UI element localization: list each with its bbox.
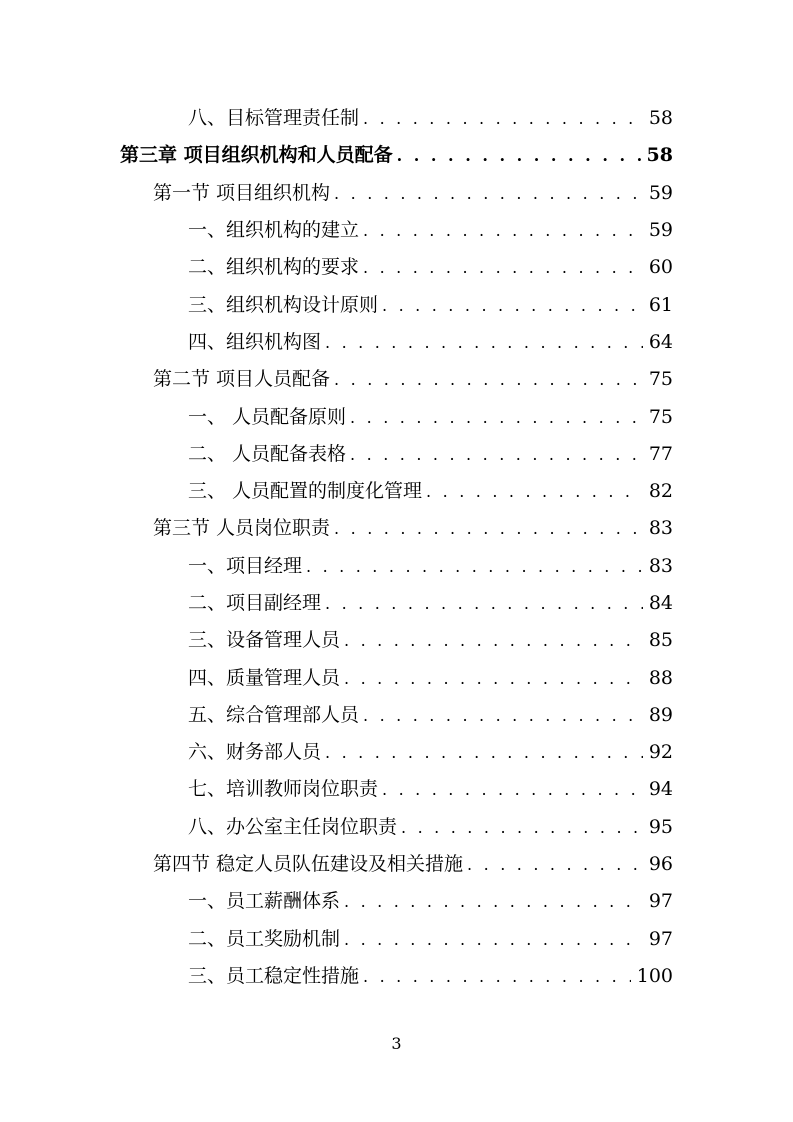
toc-entry-page: 60 bbox=[648, 256, 673, 279]
toc-entry-title: 第一节 项目组织机构 bbox=[153, 181, 331, 204]
toc-entry[interactable] bbox=[0, 622, 793, 659]
toc-entry-title: 第四节 稳定人员队伍建设及相关措施 bbox=[153, 853, 464, 876]
toc-entry[interactable] bbox=[0, 510, 793, 547]
dot-leader bbox=[426, 484, 643, 500]
dot-leader bbox=[344, 633, 643, 649]
toc-entry-title: 一、员工薪酬体系 bbox=[188, 890, 341, 913]
toc-entry[interactable] bbox=[0, 771, 793, 808]
toc-entry[interactable] bbox=[0, 697, 793, 734]
toc-entry[interactable] bbox=[0, 809, 793, 846]
toc-entry[interactable] bbox=[0, 175, 793, 212]
toc-entry[interactable] bbox=[0, 212, 793, 249]
toc-entry-page: 94 bbox=[648, 778, 673, 801]
toc-entry-title: 三、 人员配置的制度化管理 bbox=[188, 480, 423, 503]
toc-entry-title: 七、培训教师岗位职责 bbox=[188, 778, 379, 801]
dot-leader bbox=[363, 223, 643, 239]
toc-entry-title: 三、设备管理人员 bbox=[188, 629, 341, 652]
toc-entry-page: 97 bbox=[648, 890, 673, 913]
dot-leader bbox=[363, 969, 631, 985]
table-of-contents bbox=[0, 100, 793, 995]
toc-entry-page: 82 bbox=[648, 480, 673, 503]
toc-entry-title: 二、员工奖励机制 bbox=[188, 927, 341, 950]
dot-leader bbox=[325, 335, 643, 351]
toc-entry[interactable] bbox=[0, 958, 793, 995]
toc-entry-page: 75 bbox=[648, 368, 673, 391]
toc-entry[interactable] bbox=[0, 734, 793, 771]
toc-entry-page: 97 bbox=[648, 927, 673, 950]
toc-entry[interactable] bbox=[0, 921, 793, 958]
toc-entry-page: 96 bbox=[648, 853, 673, 876]
dot-leader bbox=[344, 671, 643, 687]
toc-entry-title: 五、综合管理部人员 bbox=[188, 703, 360, 726]
toc-entry[interactable] bbox=[0, 286, 793, 323]
toc-entry-page: 83 bbox=[648, 517, 673, 540]
dot-leader bbox=[397, 148, 641, 164]
dot-leader bbox=[325, 745, 643, 761]
toc-entry-page: 61 bbox=[648, 293, 673, 316]
dot-leader bbox=[344, 894, 643, 910]
dot-leader bbox=[382, 782, 643, 798]
toc-entry-title: 六、财务部人员 bbox=[188, 741, 322, 764]
toc-entry-page: 88 bbox=[648, 666, 673, 689]
toc-entry-page: 85 bbox=[648, 629, 673, 652]
toc-entry[interactable] bbox=[0, 100, 793, 137]
dot-leader bbox=[382, 298, 643, 314]
toc-entry-page: 59 bbox=[648, 181, 673, 204]
toc-entry-page: 75 bbox=[648, 405, 673, 428]
dot-leader bbox=[363, 111, 643, 127]
toc-entry-title: 二、 人员配备表格 bbox=[188, 442, 347, 465]
toc-entry-page: 92 bbox=[648, 741, 673, 764]
toc-entry-page: 77 bbox=[648, 442, 673, 465]
toc-entry-title: 二、项目副经理 bbox=[188, 592, 322, 614]
toc-entry-page: 89 bbox=[648, 703, 673, 726]
dot-leader bbox=[344, 932, 643, 948]
toc-entry[interactable] bbox=[0, 883, 793, 920]
toc-entry-page: 58 bbox=[648, 107, 673, 130]
toc-entry-title: 三、组织机构设计原则 bbox=[188, 293, 379, 316]
toc-entry-page: 100 bbox=[636, 964, 673, 987]
toc-entry-title: 第二节 项目人员配备 bbox=[153, 368, 331, 391]
toc-entry[interactable] bbox=[0, 361, 793, 398]
toc-entry[interactable] bbox=[0, 585, 793, 622]
toc-entry[interactable] bbox=[0, 659, 793, 696]
toc-entry-page: 84 bbox=[648, 592, 673, 614]
toc-entry-page: 95 bbox=[648, 815, 673, 838]
dot-leader bbox=[350, 410, 643, 426]
toc-entry-page: 64 bbox=[648, 330, 673, 353]
dot-leader bbox=[350, 447, 643, 463]
toc-entry-title: 第三章 项目组织机构和人员配备 bbox=[120, 144, 393, 167]
toc-entry-title: 一、项目经理 bbox=[188, 554, 303, 577]
toc-entry[interactable] bbox=[0, 249, 793, 286]
toc-entry-page: 58 bbox=[646, 144, 673, 167]
page-number: 3 bbox=[391, 1034, 402, 1053]
dot-leader bbox=[363, 708, 643, 724]
toc-entry[interactable] bbox=[0, 398, 793, 435]
dot-leader bbox=[363, 260, 643, 276]
toc-entry-title: 四、质量管理人员 bbox=[188, 666, 341, 689]
toc-entry-title: 二、组织机构的要求 bbox=[188, 256, 360, 279]
toc-entry[interactable] bbox=[0, 436, 793, 473]
toc-entry-page: 59 bbox=[648, 219, 673, 242]
toc-entry-title: 八、办公室主任岗位职责 bbox=[188, 815, 398, 838]
toc-entry-title: 三、员工稳定性措施 bbox=[188, 964, 360, 987]
toc-entry-title: 一、 人员配备原则 bbox=[188, 405, 347, 428]
dot-leader bbox=[334, 521, 643, 537]
toc-entry[interactable] bbox=[0, 548, 793, 585]
toc-entry-title: 第三节 人员岗位职责 bbox=[153, 517, 331, 540]
dot-leader bbox=[325, 596, 643, 612]
toc-entry[interactable] bbox=[0, 324, 793, 361]
toc-entry-page: 83 bbox=[648, 554, 673, 577]
toc-entry[interactable] bbox=[0, 846, 793, 883]
dot-leader bbox=[306, 559, 643, 575]
toc-entry-title: 四、组织机构图 bbox=[188, 330, 322, 353]
dot-leader bbox=[334, 186, 643, 202]
dot-leader bbox=[467, 857, 643, 873]
dot-leader bbox=[334, 372, 643, 388]
toc-entry[interactable] bbox=[0, 137, 793, 174]
dot-leader bbox=[401, 820, 643, 836]
toc-entry-title: 八、目标管理责任制 bbox=[188, 107, 360, 130]
toc-entry[interactable] bbox=[0, 473, 793, 510]
toc-entry-title: 一、组织机构的建立 bbox=[188, 219, 360, 242]
